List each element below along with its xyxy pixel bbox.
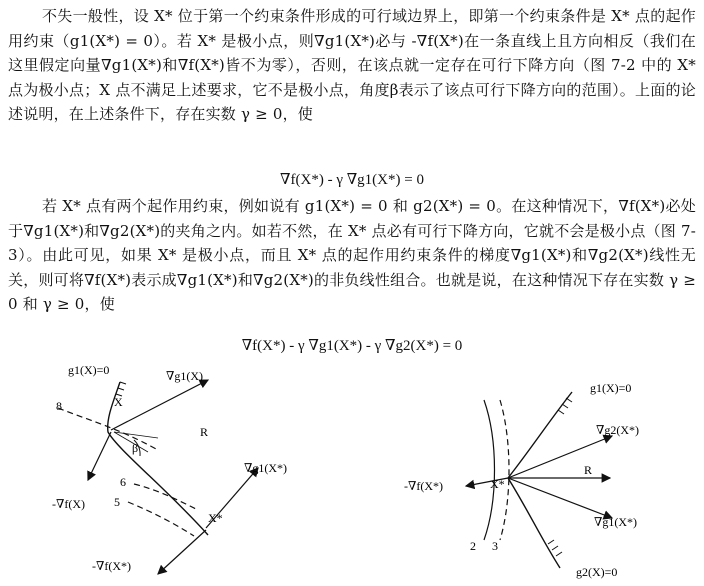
grad-g1-label: ∇g1(X*) xyxy=(594,515,638,529)
constraint-curve xyxy=(108,382,208,535)
constraint-2-curve xyxy=(508,478,560,568)
paragraph-1: 不失一般性，设 X* 位于第一个约束条件形成的可行域边界上，即第一个约束条件是 X* 点的起作用约束（g1(X*) = 0）。若 X* 是极小点，则∇g1(X*)必与 -∇f(X*)在一条直线上且方向相反（我们在这里假定向量∇g1(X*)和∇f(X*)皆不为零），否则，在该点就一定存在可行下降方向（图 7-2 中的 X* 点为极小点；X 点不满足上述要求，它不是极小点，角度β表示了该点可行下降方向的范围）。上面的论述说明，在上述条件下，存在实数 γ ≥ 0，使 xyxy=(8,7,696,124)
neg-grad-f-at-xstar-arrow xyxy=(158,530,206,574)
contour-3 xyxy=(500,400,509,540)
contour-2 xyxy=(484,400,495,540)
contour-5 xyxy=(128,502,194,536)
neg-grad-f-at-x-label: -∇f(X) xyxy=(52,497,86,511)
figure-7-2 xyxy=(48,360,348,586)
grad-g2-label: ∇g2(X*) xyxy=(596,423,640,437)
equation-2: ∇f(X*) - γ ∇g1(X*) - γ ∇g2(X*) = 0 xyxy=(241,338,463,354)
contour-label-5: 5 xyxy=(114,495,120,509)
grad-g-at-x-arrow xyxy=(111,380,208,430)
figure-7-3 xyxy=(400,360,700,586)
point-x-label: X xyxy=(114,395,123,409)
constraint-2-label: g2(X)=0 xyxy=(576,565,618,579)
point-xstar-label: X* xyxy=(208,511,223,525)
point-xstar-label: X* xyxy=(490,477,505,491)
grad-g1-arrow xyxy=(508,478,612,518)
constraint-2-hatching xyxy=(548,540,562,556)
neg-grad-f-at-x-arrow xyxy=(88,432,111,480)
paragraph-2: 若 X* 点有两个起作用约束，例如说有 g1(X*) = 0 和 g2(X*) = 0。在这种情况下，∇f(X*)必处于∇g1(X*)和∇g2(X*)的夹角之内。如若不然，在 X* 点必有可行下降方向，它就不会是极小点（图 7-3）。由此可见，如果 X* 是极小点，而且 X* 点的起作用约束条件的梯度∇g1(X*)和∇g2(X*)线性无关，则可将∇f(X*)表示成∇g1(X*)和∇g2(X*)的非负线性组合。也就是说，在这种情况下存在实数 γ ≥ 0 和 γ ≥ 0，使 xyxy=(8,197,696,314)
region-label: R xyxy=(200,425,209,439)
equation-1: ∇f(X*) - γ ∇g1(X*) = 0 xyxy=(280,172,424,188)
grad-g-at-xstar-label: ∇g1(X*) xyxy=(244,461,288,475)
region-label: R xyxy=(584,463,593,477)
contour-label-8: 8 xyxy=(56,399,62,413)
contour-label-2: 2 xyxy=(470,539,476,553)
angle-label: β xyxy=(132,441,139,455)
contour-label-3: 3 xyxy=(492,539,498,553)
constraint-label: g1(X)=0 xyxy=(68,363,110,377)
neg-grad-f-label: -∇f(X*) xyxy=(404,479,444,493)
contour-6 xyxy=(134,484,198,510)
grad-g-at-x-label: ∇g1(X) xyxy=(166,369,204,383)
contour-label-6: 6 xyxy=(120,475,126,489)
neg-grad-f-at-xstar-label: -∇f(X*) xyxy=(92,559,132,573)
constraint-1-label: g1(X)=0 xyxy=(590,381,632,395)
